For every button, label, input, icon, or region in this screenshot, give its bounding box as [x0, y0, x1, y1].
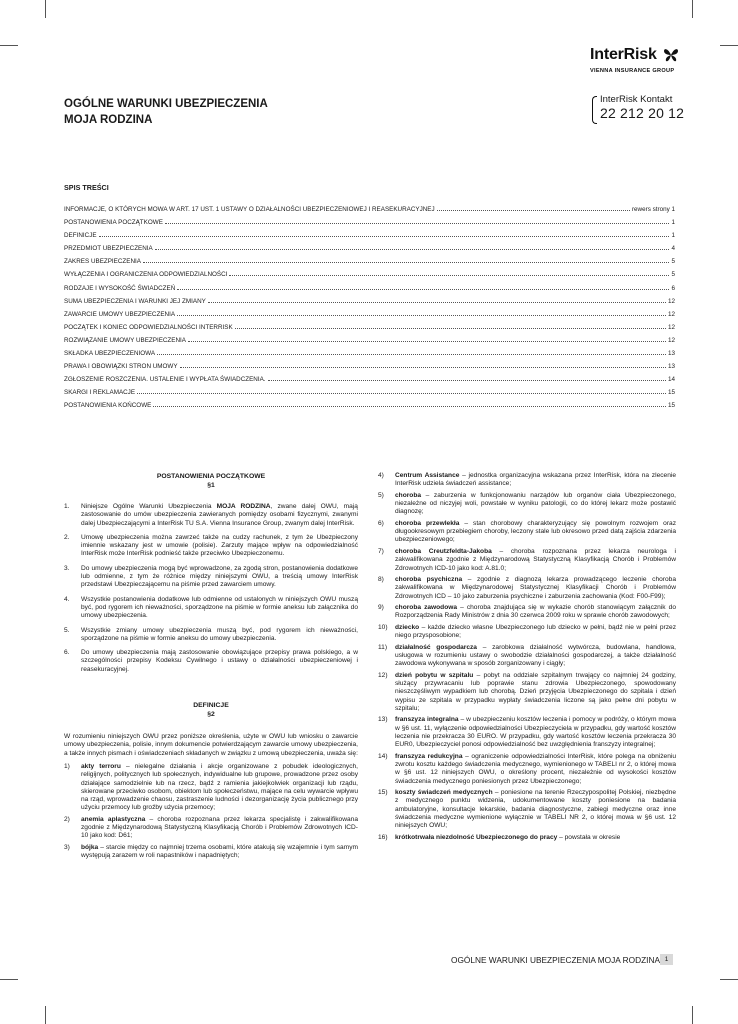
definition-term: choroba przewlekła	[395, 519, 460, 527]
title-line-2: MOJA RODZINA	[64, 114, 153, 126]
crop-mark	[692, 0, 693, 18]
toc-row[interactable]	[64, 336, 675, 349]
definition-term: choroba psychiczna	[395, 576, 463, 584]
toc-page: 4	[671, 245, 675, 253]
definition-item	[378, 548, 676, 573]
toc-row[interactable]	[64, 388, 675, 401]
butterfly-icon	[663, 47, 679, 63]
crop-mark	[720, 979, 738, 980]
toc-dots	[268, 375, 666, 381]
toc-page: 15	[667, 389, 675, 397]
toc-dots	[137, 388, 666, 394]
section-number: §2	[207, 711, 215, 719]
definition-text: anemia aplastyczna – choroba rozpoznana przez lekarza specjalistę i zakwalifikowana zgodnie z Międzynarodową Statystyczną Klasyfikacją Chorób i Problemów Zdrowotnych ICD-10 jako kod: D61;	[81, 815, 358, 840]
toc-row[interactable]	[64, 323, 675, 336]
definition-term: choroba Creutzfeldta-Jakoba	[395, 547, 492, 555]
list-item	[64, 596, 358, 621]
toc-page: 12	[667, 297, 675, 305]
definition-item	[378, 753, 676, 786]
contact-phone[interactable]: 22 212 20 12	[600, 105, 685, 121]
brand-name: InterRisk	[590, 46, 657, 63]
definitions-list-left	[64, 763, 358, 860]
toc-title: INFORMACJE, O KTÓRYCH MOWA W ART. 17 UST. 1 USTAWY O DZIAŁALNOŚCI UBEZPIECZENIOWEJ I REASEKURACYJNEJ	[64, 206, 435, 213]
definition-term: dzień pobytu w szpitalu	[395, 671, 474, 679]
definition-term: franszyza redukcyjna	[395, 752, 463, 760]
item-number: 13)	[378, 716, 388, 724]
crop-mark	[0, 979, 18, 980]
toc-dots	[157, 349, 666, 355]
toc-dots	[177, 284, 669, 290]
definition-item	[64, 816, 358, 841]
definition-text: choroba Creutzfeldta-Jakoba – choroba rozpoznana przez lekarza neurologa i zakwalifikowana zgodnie z Międzynarodową Statystyczną Klasyfikacją Chorób i Problemów Zdrowotnych ICD-10 jako kod: A.81.0;	[395, 547, 676, 572]
toc-title: POCZĄTEK I KONIEC ODPOWIEDZIALNOŚCI INTERRISK	[64, 323, 233, 331]
toc-dots	[208, 297, 666, 303]
section-number: §1	[207, 482, 215, 489]
definition-text: bójka – starcie między co najmniej trzema osobami, które atakują się wzajemnie i tym samym występują zarazem w roli napastników i napadniętych;	[81, 843, 358, 859]
contact-label: InterRisk Kontakt	[600, 94, 673, 105]
toc-page: 15	[667, 402, 675, 410]
toc-page: 1	[671, 219, 675, 227]
list-item	[64, 534, 358, 559]
list-item	[64, 649, 358, 674]
toc-page: 14	[667, 376, 675, 384]
definition-item	[378, 644, 676, 669]
toc-title: ZGŁOSZENIE ROSZCZENIA. USTALENIE I WYPŁATA ŚWIADCZENIA.	[64, 376, 266, 384]
item-number: 8)	[378, 576, 384, 584]
list-item	[64, 565, 358, 590]
toc-title: SKARGI I REKLAMACJE	[64, 389, 136, 397]
toc-row[interactable]	[64, 270, 675, 283]
toc-dots	[437, 205, 630, 211]
crop-mark	[45, 1006, 46, 1024]
item-number: 12)	[378, 671, 388, 679]
item-number: 16)	[378, 833, 388, 841]
crop-mark	[720, 45, 738, 46]
definition-item	[378, 716, 676, 749]
definition-term: działalność gospodarcza	[395, 643, 477, 651]
definition-text: krótkotrwała niezdolność Ubezpieczonego do pracy – powstała w okresie	[395, 833, 621, 841]
toc-title: ZAWARCIE UMOWY UBEZPIECZENIA	[64, 310, 176, 318]
page-number: 1	[660, 954, 673, 965]
definition-term: dziecko	[395, 623, 420, 631]
list-item	[64, 503, 358, 528]
section-heading: DEFINICJE	[193, 702, 229, 710]
right-column	[378, 472, 676, 845]
toc-title: SKŁADKA UBEZPIECZENIOWA	[64, 350, 156, 358]
item-number: 4.	[64, 595, 70, 603]
crop-mark	[692, 1006, 693, 1024]
definition-text: akty terroru – nielegalne działania i akcje organizowane z pobudek ideologicznych, religijnych, politycznych lub społecznych, indywidualne lub grupowe, prowadzone przez osoby działające samodzielnie lub na rzecz, bądź z ramienia jakiejkolwiek organizacji lub rządu, skierowane przeciwko osobom, obiektom lub społeczeństwu, mające na celu wywarcie wpływu na rząd, wprowadzenie chaosu, zastraszenie ludności i dezorganizację życia publicznego przy użyciu przemocy lub groźby użycia przemocy;	[81, 762, 358, 812]
document-title	[64, 96, 268, 128]
item-number: 4)	[378, 472, 384, 479]
definitions-intro: W rozumieniu niniejszych OWU przez poniższe określenia, użyte w OWU lub wniosku o zawarcie umowy ubezpieczenia, polisie, innym dokumencie potwierdzającym zawarcie umowy ubezpieczenia, a także innych pismach i oświadczeniach składanych w związku z umową ubezpieczenia, uważa się:	[64, 733, 358, 757]
toc-title: POSTANOWIENIA KOŃCOWE	[64, 402, 152, 410]
item-number: 7)	[378, 547, 384, 555]
definition-item	[378, 834, 676, 842]
item-number: 9)	[378, 604, 384, 612]
definition-text: dziecko – każde dziecko własne Ubezpieczonego lub dziecko w pełni, bądź nie w pełni przez niego przysposobione;	[395, 623, 676, 640]
item-term: MOJA RODZINA	[216, 503, 271, 510]
crop-mark	[0, 45, 18, 46]
toc-page: 13	[667, 363, 675, 371]
crop-mark	[45, 0, 46, 18]
toc-title: RODZAJE I WYSOKOŚĆ ŚWIADCZEŃ	[64, 284, 176, 292]
definition-text: dzień pobytu w szpitalu – pobyt na oddziale szpitalnym trwający co najmniej 24 godziny, służący przywracaniu lub poprawie stanu zdrowia Ubezpieczonego, spowodowany nieszczęśliwym wypadkiem lub chorobą. Dzień przyjęcia Ubezpieczonego do szpitala i dzień wypisu ze szpitala w przypadku wypłaty świadczenia liczone są jako pełne dni pobytu w szpitalu;	[395, 671, 676, 712]
footer-title: OGÓLNE WARUNKI UBEZPIECZENIA MOJA RODZINA	[451, 955, 660, 965]
definition-text: działalność gospodarcza – zarobkowa działalność wytwórcza, budowlana, handlowa, usługowa w rozumieniu ustawy o swobodzie działalności gospodarczej, a także działalność zawodowa wykonywana w sposób zorganizowany i ciągły;	[395, 643, 676, 668]
definition-text: choroba zawodowa – choroba znajdująca się w wykazie chorób stanowiącym załącznik do Rozporządzenia Rady Ministrów z dnia 30 czerwca 2009 roku w sprawie chorób zawodowych;	[395, 604, 676, 620]
toc-dots	[155, 244, 670, 250]
toc-page: 12	[667, 323, 675, 331]
definition-item	[378, 520, 676, 545]
toc-title: SUMA UBEZPIECZENIA I WARUNKI JEJ ZMIANY	[64, 297, 206, 305]
definition-term: bójka	[81, 843, 99, 851]
toc-page: 13	[667, 350, 675, 358]
toc-row[interactable]	[64, 231, 675, 244]
item-text: Wszystkie zmiany umowy ubezpieczenia muszą być, pod rygorem ich nieważności, sporządzone na piśmie w formie aneksu do umowy ubezpieczenia.	[81, 626, 358, 642]
section-1-list	[64, 503, 358, 674]
toc-title: POSTANOWIENIA POCZĄTKOWE	[64, 219, 163, 227]
list-item	[64, 627, 358, 644]
definition-term: choroba zawodowa	[395, 604, 458, 612]
toc-title: PRZEDMIOT UBEZPIECZENIA	[64, 245, 153, 253]
toc-dots	[177, 310, 666, 316]
definition-text: choroba przewlekła – stan chorobowy charakteryzujący się powolnym rozwojem oraz długookresowym przebiegiem choroby, leczony stale lub okresowo przed datą zajścia zdarzenia ubezpieczeniowego;	[395, 519, 676, 544]
toc-title: WYŁĄCZENIA I OGRANICZENIA ODPOWIEDZIALNOŚCI	[64, 271, 228, 279]
definition-item	[378, 472, 676, 489]
title-line-1: OGÓLNE WARUNKI UBEZPIECZENIA	[64, 98, 268, 110]
item-number: 11)	[378, 643, 388, 651]
definition-text: Centrum Assistance – jednostka organizacyjna wskazana przez InterRisk, która na zlecenie InterRisk udziela świadczeń assistance;	[395, 472, 676, 488]
definitions-list-right	[378, 472, 676, 842]
definition-text: choroba psychiczna – zgodnie z diagnozą lekarza prowadzącego leczenie choroba zakwalifikowana w Międzynarodowej Statystycznej Klasyfikacji Chorób i Problemów Zdrowotnych ICD – 10 jako zaburzenia psychiczne i zaburzenia zachowania (Kod: F00-F99);	[395, 576, 676, 600]
item-number: 10)	[378, 623, 388, 631]
definition-item	[378, 576, 676, 601]
phone-bracket-icon	[592, 96, 597, 124]
toc-page: 5	[671, 271, 675, 279]
definition-term: anemia aplastyczna	[81, 815, 146, 823]
toc-title: PRAWA I OBOWIĄZKI STRON UMOWY	[64, 363, 178, 371]
item-text: Do umowy ubezpieczenia mają zastosowanie obowiązujące przepisy prawa polskiego, a w szczególności przepisy Kodeksu Cywilnego i ustawy o działalności ubezpieczeniowej i reasekuracyjnej.	[81, 649, 358, 673]
toc-row[interactable]	[64, 375, 675, 388]
toc-row[interactable]	[64, 218, 675, 231]
toc-row[interactable]	[64, 244, 675, 257]
toc-dots	[188, 336, 666, 342]
toc-dots	[229, 270, 669, 276]
definition-item	[378, 624, 676, 641]
toc-row[interactable]	[64, 205, 675, 218]
item-number: 3)	[64, 843, 70, 851]
item-number: 14)	[378, 752, 388, 760]
item-text: Wszystkie postanowienia dodatkowe lub odmienne od ustalonych w niniejszych OWU muszą być, pod rygorem ich nieważności, sporządzone na piśmie w formie aneksu lub załącznika do umowy ubezpieczenia.	[81, 595, 358, 620]
definition-item	[64, 844, 358, 861]
toc-page: 5	[671, 258, 675, 266]
toc-dots	[180, 362, 666, 368]
item-text: Niniejsze Ogólne Warunki Ubezpieczenia MOJA RODZINA, zwane dalej OWU, mają zastosowanie do umów ubezpieczenia zawieranych pomiędzy osobami fizycznymi, zwanymi dalej Ubezpieczającymi a InterRisk TU S.A. Vienna Insurance Group, zwanym dalej InterRisk.	[81, 503, 358, 527]
item-number: 1)	[64, 762, 70, 770]
item-text: Do umowy ubezpieczenia mogą być wprowadzone, za zgodą stron, postanowienia dodatkowe lub odmienne, z tym że różnice między niniejszymi OWU, a treścią umowy InterRisk przedstawi Ubezpieczającemu na piśmie przed zawarciem umowy.	[81, 564, 358, 589]
definition-item	[378, 604, 676, 621]
toc-dots	[235, 323, 666, 329]
toc-page: 12	[667, 336, 675, 344]
toc-dots	[153, 401, 666, 407]
definition-item	[378, 492, 676, 517]
definition-text: choroba – zaburzenia w funkcjonowaniu narządów lub organów ciała Ubezpieczonego, niezależne od niczyjej woli, powstałe w wyniku patologii, co do której lekarz może postawić diagnozę;	[395, 491, 676, 516]
definition-term: choroba	[395, 491, 422, 499]
definition-text: koszty świadczeń medycznych – poniesione na terenie Rzeczypospolitej Polskiej, niezbędne z medycznego punktu widzenia, udokumentowane koszty poniesione na badania ambulatoryjne, konsultacje lekarskie, badania diagnostyczne, zabiegi medyczne oraz inne świadczenia medyczne wymienione wyłącznie w TABELI NR 2, o której mowa w §6 ust. 12 niniejszych OWU;	[395, 789, 677, 830]
toc-heading: SPIS TREŚCI	[64, 183, 109, 192]
toc-row[interactable]	[64, 349, 675, 362]
toc-page: 6	[671, 284, 675, 292]
definition-term: krótkotrwała niezdolność Ubezpieczonego do pracy	[395, 833, 558, 841]
item-number: 3.	[64, 564, 70, 572]
definition-term: koszty świadczeń medycznych	[395, 789, 493, 797]
section-heading: POSTANOWIENIA POCZĄTKOWE	[156, 473, 266, 480]
item-number: 6.	[64, 649, 70, 657]
item-number: 15)	[378, 789, 388, 797]
definition-item	[64, 763, 358, 813]
toc-row[interactable]	[64, 401, 675, 414]
item-number: 2)	[64, 815, 70, 823]
definition-text: franszyza integralna – w ubezpieczeniu kosztów leczenia i pomocy w podróży, o którym mowa w §6 ust. 11, wyłączenie odpowiedzialności Ubezpieczyciela w przypadku, gdy wartość kosztów leczenia nie przekracza 30 EURO. W przypadku, gdy wartość kosztów leczenia przekracza 30 EUR0, Ubezpieczyciel ponosi odpowiedzialność bez uwzględnienia franszyzy integralnej;	[395, 716, 676, 749]
toc-page: rewers strony 1	[631, 206, 675, 213]
item-number: 1.	[64, 503, 70, 510]
left-column	[64, 472, 358, 863]
item-text: Umowę ubezpieczenia można zawrzeć także na cudzy rachunek, z tym że Ubezpieczony imiennie wskazany jest w umowie (polisie). Zarzuty mające wpływ na odpowiedzialność InterRisk może InterRisk podnieść także przeciwko Ubezpieczonemu.	[81, 533, 358, 558]
definition-item	[378, 789, 676, 830]
toc-row[interactable]	[64, 284, 675, 297]
definition-text: franszyza redukcyjna – ograniczenie odpowiedzialności InterRisk, które polega na obniżeniu zwrotu kosztu każdego świadczenia medycznego, wymienionego w TABELI nr 2, o której mowa w §6 ust. 12 niniejszych OWU, o określony procent, niezależnie od wysokości kosztów świadczenia medycznego poniesionych przez Ubezpieczonego;	[395, 752, 676, 785]
table-of-contents	[64, 205, 675, 415]
definition-term: Centrum Assistance	[395, 472, 460, 479]
definition-term: franszyza integralna	[395, 716, 459, 724]
toc-title: ROZWIĄZANIE UMOWY UBEZPIECZENIA	[64, 336, 186, 344]
item-number: 5.	[64, 626, 70, 634]
toc-row[interactable]	[64, 310, 675, 323]
toc-title: DEFINICJE	[64, 232, 97, 240]
item-number: 2.	[64, 533, 70, 541]
toc-page: 1	[671, 232, 675, 240]
item-number: 6)	[378, 519, 384, 527]
definition-term: akty terroru	[81, 762, 121, 770]
toc-page: 12	[667, 310, 675, 318]
brand-logo	[590, 46, 682, 82]
toc-row[interactable]	[64, 297, 675, 310]
toc-dots	[143, 257, 670, 263]
item-number: 5)	[378, 491, 384, 499]
toc-dots	[99, 231, 670, 237]
brand-subline: VIENNA INSURANCE GROUP	[590, 68, 675, 74]
toc-title: ZAKRES UBEZPIECZENIA	[64, 258, 141, 266]
toc-row[interactable]	[64, 362, 675, 375]
toc-dots	[165, 218, 670, 224]
definition-item	[378, 672, 676, 713]
toc-row[interactable]	[64, 257, 675, 270]
